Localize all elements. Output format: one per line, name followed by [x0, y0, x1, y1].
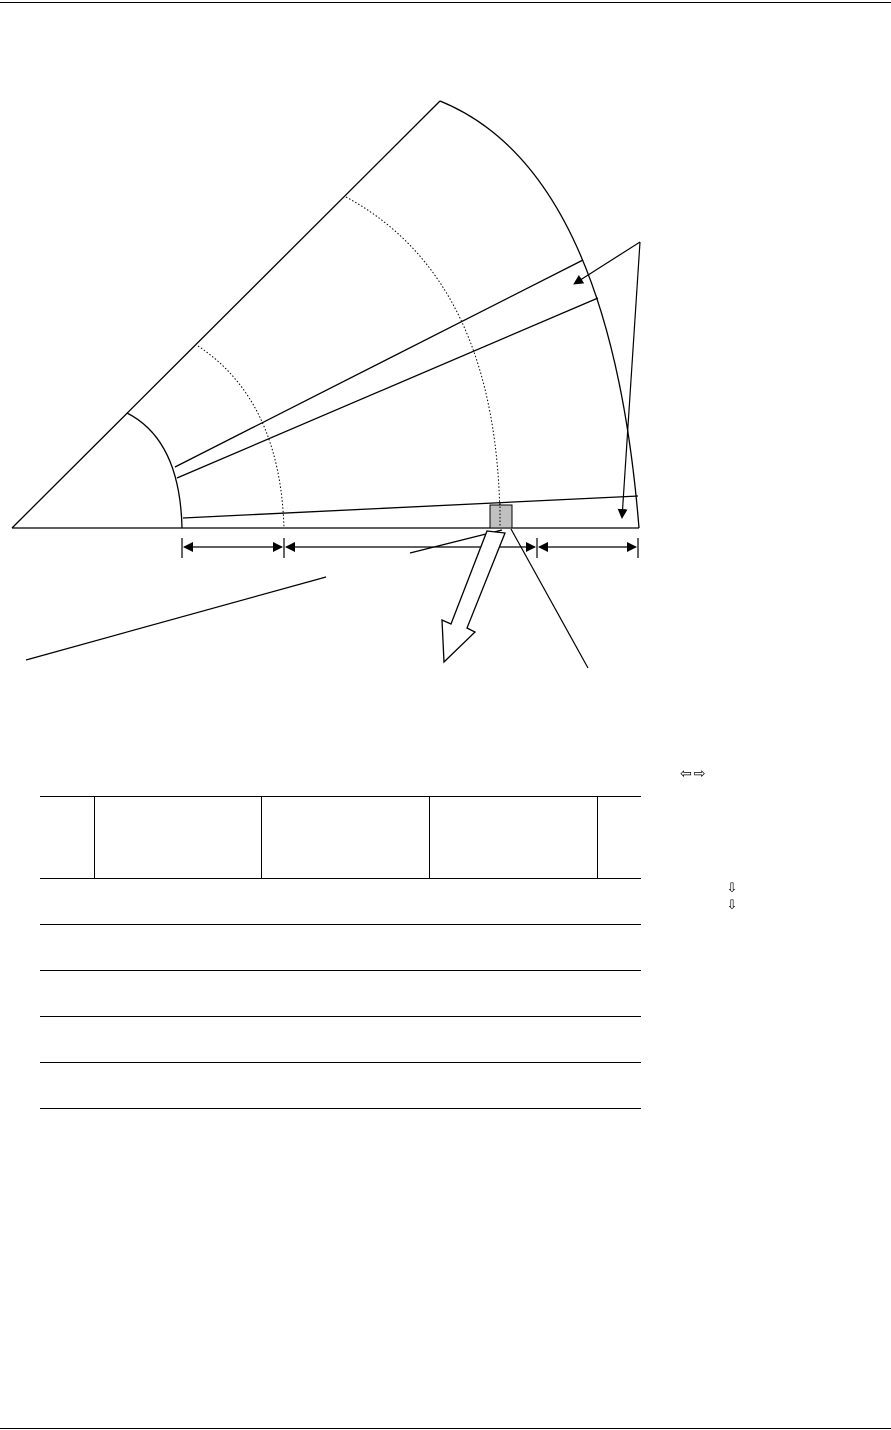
sector-upper-edge	[12, 101, 440, 528]
dotted-arc-large	[346, 197, 500, 528]
table-cell	[40, 879, 94, 925]
table-cell	[429, 971, 597, 1017]
table-cell	[94, 1063, 261, 1109]
table-cell	[597, 1017, 641, 1063]
table-cell	[94, 1017, 261, 1063]
table-cell	[429, 1017, 597, 1063]
table-cell	[261, 1017, 429, 1063]
table-row	[40, 1063, 641, 1109]
table-header-cell	[429, 797, 597, 879]
right-arrow-icon: ⇨	[693, 766, 706, 782]
strip-lower-line	[177, 298, 598, 478]
vertical-arrow-symbols	[722, 880, 742, 914]
table-cell	[597, 925, 641, 971]
table-header-cell	[261, 797, 429, 879]
table-header-row	[40, 797, 641, 879]
table-row	[40, 925, 641, 971]
down-arrow-icon: ⇩	[726, 881, 738, 896]
table-cell	[94, 925, 261, 971]
table-cell	[597, 971, 641, 1017]
table-cell	[261, 1063, 429, 1109]
table-cell	[40, 1017, 94, 1063]
table-cell	[429, 1063, 597, 1109]
table-cell	[40, 971, 94, 1017]
table-cell	[597, 1063, 641, 1109]
table-cell	[40, 1063, 94, 1109]
table-header-cell	[40, 797, 94, 879]
horizontal-arrow-symbols	[680, 764, 770, 784]
table-cell	[261, 971, 429, 1017]
left-arrow-icon: ⇦	[680, 766, 692, 782]
dotted-arc-small	[198, 346, 284, 528]
table-row	[40, 879, 641, 925]
table-cell	[429, 879, 597, 925]
sector-outer-arc	[440, 101, 639, 528]
table-row	[40, 1017, 641, 1063]
table-header-cell	[597, 797, 641, 879]
table-header-cell	[94, 797, 261, 879]
table-cell	[94, 879, 261, 925]
table-cell	[94, 971, 261, 1017]
leader-line-long	[26, 577, 326, 660]
table-cell	[429, 925, 597, 971]
hollow-block-arrow	[442, 531, 505, 662]
table-cell	[261, 925, 429, 971]
table-cell	[40, 925, 94, 971]
data-table	[40, 796, 641, 1109]
footer-rule	[0, 1428, 891, 1429]
lower-wedge-line	[183, 496, 638, 518]
shaded-element	[490, 505, 512, 528]
strip-upper-line	[175, 260, 583, 467]
callout-to-wedge	[622, 242, 640, 518]
leader-line-right	[511, 529, 588, 668]
table-cell	[261, 879, 429, 925]
table-cell	[597, 879, 641, 925]
down-arrow-icon: ⇩	[726, 898, 738, 913]
sector-inner-arc	[127, 413, 182, 528]
table-row	[40, 971, 641, 1017]
